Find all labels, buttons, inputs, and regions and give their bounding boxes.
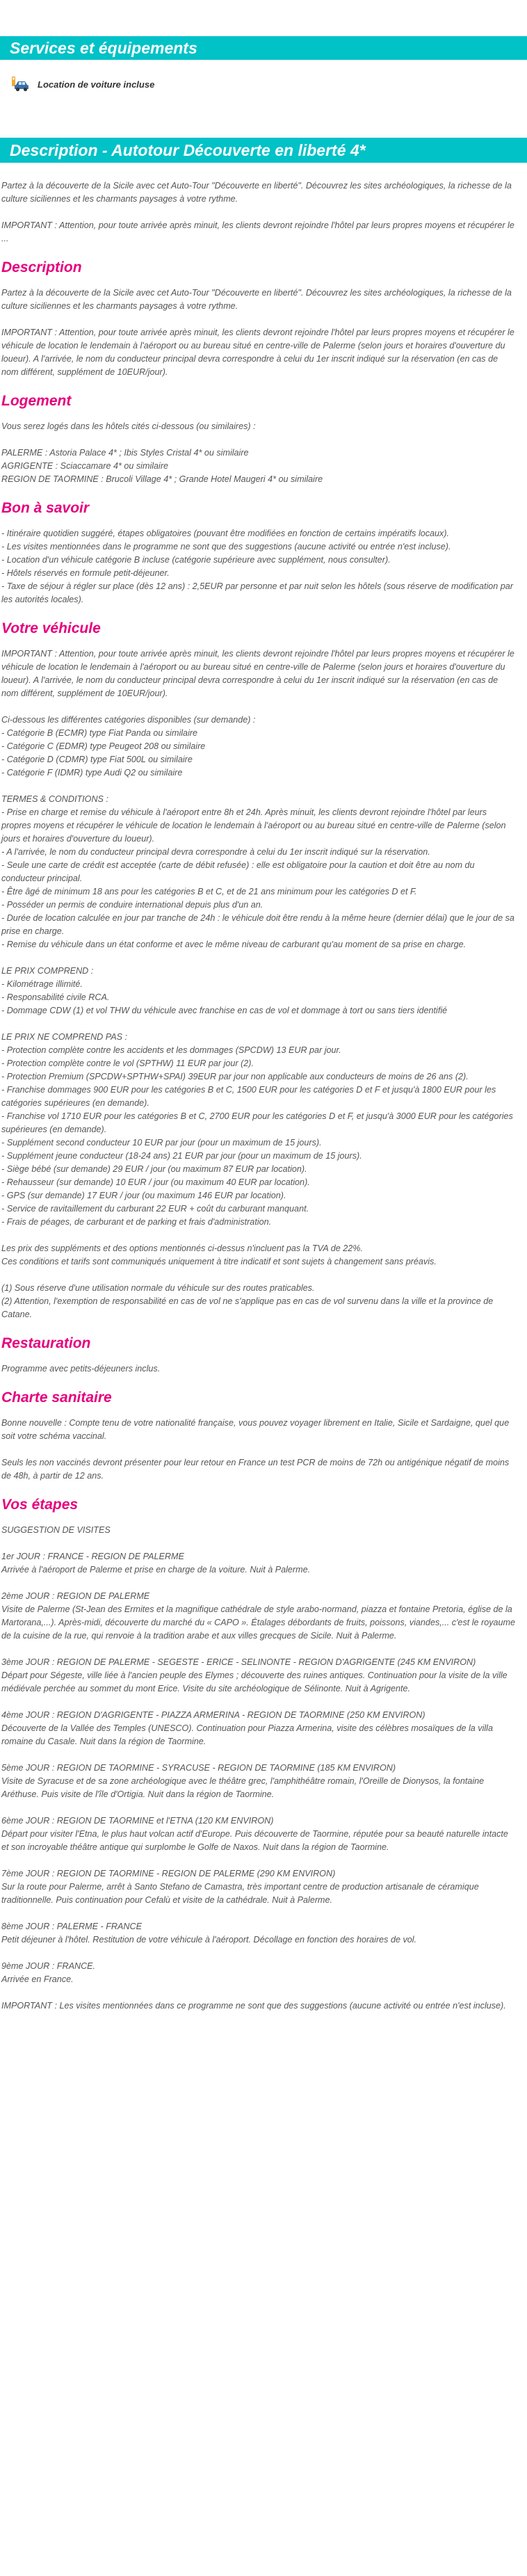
etapes-suggestion: SUGGESTION DE VISITES	[1, 1525, 111, 1535]
vehicule-terms: TERMES & CONDITIONS : - Prise en charge et remise du véhicule à l'aéroport entre 8h et 24h. Après minuit, les clients devront rejoindre l'hôtel par leurs propres moyens et récupérer le véhicule de location le lendemain à l'aéroport ou au bureau situé en centre-ville de Palerme (selon jours et horaires d'ouverture du loueur). - A l'arrivée, le nom du conducteur principal devra correspondre à celui du 1er inscrit indiqué sur la réservation. - Seule une carte de crédit est acceptée (carte de débit refusée) : elle est obligatoire pour la caution et doit être au nom du conducteur principal. - Être âgé de minimum 18 ans pour les catégories B et C, et de 21 ans minimum pour les catégories D et F. - Posséder un permis de conduire international depuis plus d'un an. - Durée de location calculée en jour par tranche de 24h : le véhicule doit être rendu à la même heure (dernier délai) que le jour de sa prise en charge. - Remise du véhicule dans un état conforme et avec le même niveau de carburant qu'au moment de sa prise en charge.	[1, 794, 514, 949]
vehicule-categories: Ci-dessous les différentes catégories disponibles (sur demande) : - Catégorie B (ECMR) type Fiat Panda ou similaire - Catégorie C (EDMR) type Peugeot 208 ou similaire - Catégorie D (CDMR) type Fiat 500L ou similaire - Catégorie F (IDMR) type Audi Q2 ou similaire	[1, 715, 256, 778]
equipment-item	[10, 72, 154, 96]
section-title-bon-a-savoir: Bon à savoir	[1, 500, 90, 516]
car-rental-icon	[10, 74, 31, 95]
etape-day-5: 5ème JOUR : REGION DE TAORMINE - SYRACUSE - REGION DE TAORMINE (185 KM ENVIRON) Visite de Syracuse et de sa zone archéologique avec le théâtre grec, l'amphithéâtre romain, l'Oreille de Dionysos, la fontaine Aréthuse. Puis visite de l'île d'Ortigia. Nuit dans la région de Taormine.	[1, 1763, 485, 1799]
etape-day-7: 7ème JOUR : REGION DE TAORMINE - REGION DE PALERME (290 KM ENVIRON) Sur la route pour Palerme, arrêt à Santo Stefano de Camastra, très important centre de production artisanale de céramique traditionnelle. Puis continuation pour Cefalù et visite de la cathédrale. Nuit à Palerme.	[1, 1869, 479, 1905]
etape-day-4: 4ème JOUR : REGION D'AGRIGENTE - PIAZZA ARMERINA - REGION DE TAORMINE (250 KM ENVIRON) Découverte de la Vallée des Temples (UNESCO). Continuation pour Piazza Armerina, visite des célèbres mosaïques de la villa romaine du Casale. Nuit dans la région de Taormine.	[1, 1710, 493, 1746]
vehicule-price-includes: LE PRIX COMPREND : - Kilométrage illimité. - Responsabilité civile RCA. - Dommage CDW (1) et vol THW du véhicule avec franchise en cas de vol et dommage à tort ou sans tiers identifié	[1, 966, 448, 1015]
logement-hotels: PALERME : Astoria Palace 4* ; Ibis Styles Cristal 4* ou similaire AGRIGENTE : Sciaccamare 4* ou similaire REGION DE TAORMINE : Brucoli Village 4* ; Grande Hotel Maugeri 4* ou similaire	[1, 448, 323, 484]
section-title-logement: Logement	[1, 393, 72, 409]
etape-day-8: 8ème JOUR : PALERME - FRANCE Petit déjeuner à l'hôtel. Restitution de votre véhicule à l'aéroport. Décollage en fonction des horaires de vol.	[1, 1922, 417, 1945]
intro-paragraph: Partez à la découverte de la Sicile avec cet Auto-Tour "Découverte en liberté". Découvrez les sites archéologiques, la richesse de la culture siciliennes et les charmants paysages à votre rythme.	[1, 181, 512, 204]
description-important: IMPORTANT : Attention, pour toute arrivée après minuit, les clients devront rejoindre l'hôtel par leurs propres moyens et récupérer le véhicule de location le lendemain à l'aéroport ou au bureau situé en centre-ville de Palerme (selon jours et horaires d'ouverture du loueur). A l'arrivée, le nom du conducteur principal devra correspondre à celui du 1er inscrit indiqué sur la réservation (en cas de nom différent, supplément de 10EUR/jour).	[1, 328, 514, 377]
etape-day-9: 9ème JOUR : FRANCE. Arrivée en France.	[1, 1961, 96, 1984]
etape-day-2: 2ème JOUR : REGION DE PALERME Visite de Palerme (St-Jean des Ermites et la magnifique cathédrale de style arabo-normand, piazza et fontaine Pretoria, église de la Martorana,...). Après-midi, découverte du marché du « CAPO ». Étalages débordants de fruits, poissons, viandes,... c'est le royaume de la cuisine de la rue, qui renvoie à la tradition arabe et aux villes grecques de Sicile. Nuit à Palerme.	[1, 1591, 516, 1641]
bon-a-savoir-list: - Itinéraire quotidien suggéré, étapes obligatoires (pouvant être modifiées en fonction de certains impératifs locaux). - Les visites mentionnées dans le programme ne sont que des suggestions (aucune activité ou entrée n'est incluse). - Location d'un véhicule catégorie B incluse (catégorie supérieure avec supplément, nous consulter). - Hôtels réservés en formule petit-déjeuner. - Taxe de séjour à régler sur place (dès 12 ans) : 2,5EUR par personne et par nuit selon les hôtels (sous réserve de modification par les autorités locales).	[1, 529, 513, 604]
vehicule-vat-note: Les prix des suppléments et des options mentionnés ci-dessus n'incluent pas la TVA de 22%. Ces conditions et tarifs sont communiqués uniquement à titre indicatif et sont sujets à changement sans préavis.	[1, 1243, 437, 1266]
description-heading: Description - Autotour Découverte en liberté 4*	[0, 138, 527, 163]
vehicule-price-excludes: LE PRIX NE COMPREND PAS : - Protection complète contre les accidents et les dommages (SPCDW) 13 EUR par jour. - Protection complète contre le vol (SPTHW) 11 EUR par jour (2). - Protection Premium (SPCDW+SPTHW+SPAI) 39EUR par jour non applicable aux conducteurs de moins de 26 ans (2). - Franchise dommages 900 EUR pour les catégories B et C, 1500 EUR pour les catégories D et F et jusqu'à 1800 EUR pour les catégories supérieures (en demande). - Franchise vol 1710 EUR pour les catégories B et C, 2700 EUR pour les catégories D et F, et jusqu'à 3000 EUR pour les catégories supérieures (en demande). - Supplément second conducteur 10 EUR par jour (pour un maximum de 15 jours). - Supplément jeune conducteur (18-24 ans) 21 EUR par jour (pour un maximum de 15 jours). - Siège bébé (sur demande) 29 EUR / jour (ou maximum 87 EUR par location). - Rehausseur (sur demande) 10 EUR / jour (ou maximum 40 EUR par location). - GPS (sur demande) 17 EUR / jour (ou maximum 146 EUR par location). - Service de ravitaillement du carburant 22 EUR + coût du carburant manquant. - Frais de péages, de carburant et de parking et frais d'administration.	[1, 1032, 513, 1227]
section-title-description: Description	[1, 259, 82, 275]
section-title-charte: Charte sanitaire	[1, 1390, 112, 1406]
main-content	[0, 179, 527, 2026]
charte-test-note: Seuls les non vaccinés devront présenter pour leur retour en France un test PCR de moins de 72h ou antigénique négatif de moins de 48h, à partir de 12 ans.	[1, 1458, 510, 1481]
section-title-restauration: Restauration	[1, 1335, 91, 1351]
section-title-etapes: Vos étapes	[1, 1497, 79, 1513]
vehicule-footnotes: (1) Sous réserve d'une utilisation normale du véhicule sur des routes praticables. (2) Attention, l'exemption de responsabilité en cas de vol ne s'applique pas en cas de vol survenu dans la ville et la province de Catane.	[1, 1283, 494, 1319]
intro-important: IMPORTANT : Attention, pour toute arrivée après minuit, les clients devront rejoindre l'hôtel par leurs propres moyens et récupérer le ...	[1, 220, 514, 243]
services-heading: Services et équipements	[0, 36, 527, 60]
section-title-vehicule: Votre véhicule	[1, 620, 101, 636]
etape-day-1: 1er JOUR : FRANCE - REGION DE PALERME Arrivée à l'aéroport de Palerme et prise en charge de la voiture. Nuit à Palerme.	[1, 1552, 311, 1575]
charte-paragraph: Bonne nouvelle : Compte tenu de votre nationalité française, vous pouvez voyager librement en Italie, Sicile et Sardaigne, quel que soit votre schéma vaccinal.	[1, 1418, 510, 1441]
restauration-paragraph: Programme avec petits-déjeuners inclus.	[1, 1364, 161, 1374]
description-paragraph: Partez à la découverte de la Sicile avec cet Auto-Tour "Découverte en liberté". Découvrez les sites archéologiques, la richesse de la culture siciliennes et les charmants paysages à votre rythme.	[1, 288, 512, 311]
logement-intro: Vous serez logés dans les hôtels cités ci-dessous (ou similaires) :	[1, 421, 256, 431]
vehicule-important: IMPORTANT : Attention, pour toute arrivée après minuit, les clients devront rejoindre l'hôtel par leurs propres moyens et récupérer le véhicule de location le lendemain à l'aéroport ou au bureau situé en centre-ville de Palerme (selon jours et horaires d'ouverture du loueur). A l'arrivée, le nom du conducteur principal devra correspondre à celui du 1er inscrit indiqué sur la réservation (en cas de nom différent, supplément de 10EUR/jour).	[1, 649, 514, 698]
etape-day-6: 6ème JOUR : REGION DE TAORMINE et l'ETNA (120 KM ENVIRON) Départ pour visiter l'Etna, le plus haut volcan actif d'Europe. Puis découverte de Taormine, réputée pour sa beauté naturelle intacte et son incroyable théâtre antique qui surplombe le Golfe de Naxos. Nuit dans la région de Taormine.	[1, 1816, 508, 1852]
etapes-important: IMPORTANT : Les visites mentionnées dans ce programme ne sont que des suggestions (aucune activité ou entrée n'est incluse).	[1, 2001, 506, 2011]
equipment-label: Location de voiture incluse	[38, 79, 155, 90]
etape-day-3: 3ème JOUR : REGION DE PALERME - SEGESTE - ERICE - SELINONTE - REGION D'AGRIGENTE (245 KM ENVIRON) Départ pour Ségeste, ville liée à l'ancien peuple des Elymes ; découverte des ruines antiques. Continuation pour la visite de la ville médiévale perchée au sommet du mont Erice. Visite du site archéologique de Sélinonte. Nuit à Agrigente.	[1, 1657, 508, 1693]
